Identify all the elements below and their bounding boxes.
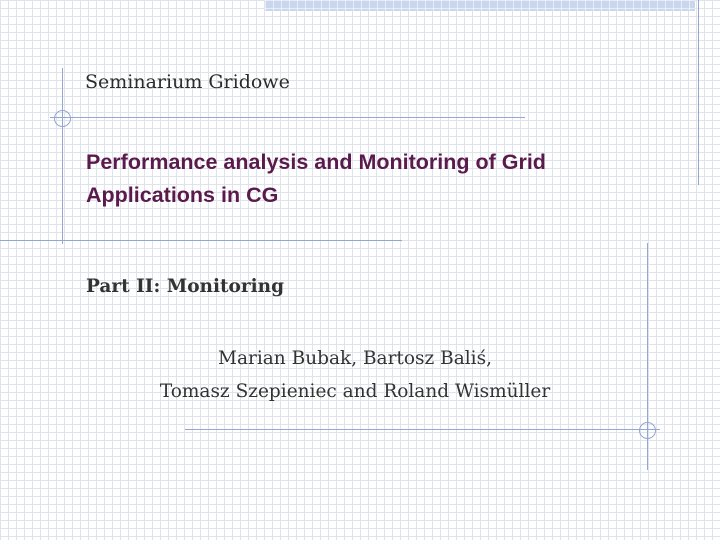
- title-line-2: Applications in CG: [86, 183, 279, 207]
- top-left-vertical-rule: [62, 68, 63, 244]
- seminar-name: Seminarium Gridowe: [85, 71, 290, 93]
- top-decorative-band: [265, 0, 695, 11]
- top-rule-ring: [54, 110, 71, 127]
- presentation-title: [86, 146, 696, 212]
- top-horizontal-rule: [50, 117, 525, 118]
- authors-line-2: Tomasz Szepieniec and Roland Wismüller: [159, 381, 551, 402]
- author-list: [90, 342, 620, 408]
- bottom-rule-ring: [639, 422, 656, 439]
- title-line-1: Performance analysis and Monitoring of Grid: [86, 150, 546, 174]
- bottom-horizontal-rule: [185, 429, 660, 430]
- middle-horizontal-rule: [0, 240, 402, 241]
- part-heading: Part II: Monitoring: [86, 276, 285, 297]
- top-right-vertical-rule: [698, 0, 699, 185]
- authors-line-1: Marian Bubak, Bartosz Baliś,: [218, 348, 492, 369]
